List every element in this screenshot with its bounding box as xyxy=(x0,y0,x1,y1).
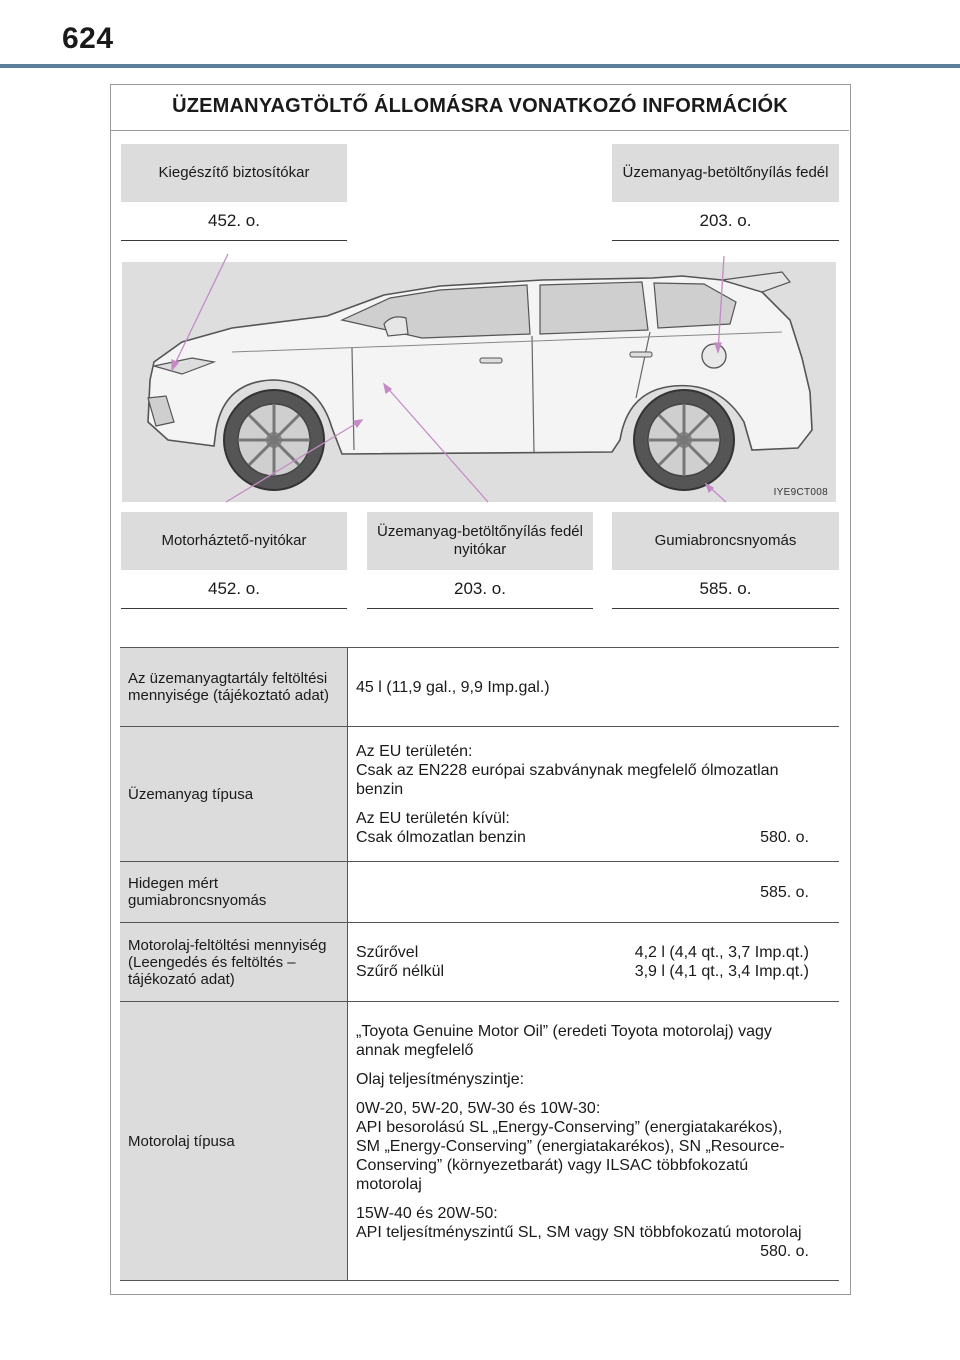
fuel-type-ref: 580. o. xyxy=(760,828,809,846)
rear-window xyxy=(540,282,648,334)
oil-with-filter-value: 4,2 l (4,4 qt., 3,7 Imp.qt.) xyxy=(634,944,809,961)
side-mirror xyxy=(384,317,408,336)
fuel-capacity-label: Az üzemanyagtartály feltöltési mennyisége (tájékoztató adat) xyxy=(120,648,347,726)
label-fuel-filler-door: Üzemanyag-betöltőnyílás fedél xyxy=(612,144,839,202)
section-title: ÜZEMANYAGTÖLTŐ ÁLLOMÁSRA VONATKOZÓ INFORMÁCIÓK xyxy=(111,86,849,131)
fuel-info-table xyxy=(120,647,839,1281)
table-row xyxy=(120,1002,839,1281)
ref-hood-lever: 452. o. xyxy=(121,570,347,609)
car-illustration xyxy=(122,262,836,502)
front-wheel xyxy=(224,390,324,490)
table-row xyxy=(120,648,839,727)
fuel-type-non-eu-text: Csak ólmozatlan benzin xyxy=(356,828,526,846)
fuel-type-eu-heading: Az EU területén: xyxy=(356,742,473,760)
label-fuel-door-opener: Üzemanyag-betöltőnyílás fedél nyitókar xyxy=(367,512,593,570)
oil-type-p1: „Toyota Genuine Motor Oil” (eredeti Toyota motorolaj) vagy annak megfelelő xyxy=(356,1022,772,1059)
page-number: 624 xyxy=(62,22,114,55)
label-tire-pressure: Gumiabroncsnyomás xyxy=(612,512,839,570)
fuel-capacity-value: 45 l (11,9 gal., 9,9 Imp.gal.) xyxy=(347,648,839,726)
oil-without-filter-value: 3,9 l (4,1 qt., 3,4 Imp.qt.) xyxy=(634,963,809,980)
oil-type-p2: Olaj teljesítményszintje: xyxy=(356,1070,525,1088)
fuel-type-label: Üzemanyag típusa xyxy=(120,727,347,861)
fuel-type-non-eu-heading: Az EU területén kívül: xyxy=(356,809,510,827)
oil-type-p4-heading: 15W-40 és 20W-50: xyxy=(356,1204,498,1222)
label-hood-lever: Motorháztető-nyitókar xyxy=(121,512,347,570)
fuel-type-value xyxy=(347,727,839,861)
image-code: IYE9CT008 xyxy=(773,487,828,498)
oil-type-p3-text: API besorolású SL „Energy-Conserving” (energiatakarékos), SM „Energy-Conserving” (energiatakarékos), SN „Resource-Conserving” (környezetbarát) vagy ILSAC többfokozatú motorolaj xyxy=(356,1118,785,1193)
tire-pressure-label: Hidegen mért gumiabroncsnyomás xyxy=(120,862,347,922)
table-row xyxy=(120,862,839,923)
oil-type-ref: 580. o. xyxy=(760,1242,809,1260)
ref-tire-pressure: 585. o. xyxy=(612,570,839,609)
tire-pressure-ref: 585. o. xyxy=(760,883,809,901)
fuel-filler-door-shape xyxy=(702,344,726,368)
car-drawing xyxy=(122,262,836,502)
table-row xyxy=(120,727,839,862)
oil-type-p3-heading: 0W-20, 5W-20, 5W-30 és 10W-30: xyxy=(356,1099,601,1117)
fuel-type-eu-text: Csak az EN228 európai szabványnak megfelelő ólmozatlan benzin xyxy=(356,761,779,798)
oil-type-p4-text: API teljesítményszintű SL, SM vagy SN többfokozatú motorolaj xyxy=(356,1223,802,1241)
ref-fuel-door-opener: 203. o. xyxy=(367,570,593,609)
label-supplemental-fuse-lever: Kiegészítő biztosítókar xyxy=(121,144,347,202)
table-row xyxy=(120,923,839,1002)
oil-type-label: Motorolaj típusa xyxy=(120,1002,347,1280)
oil-with-filter-label: Szűrővel xyxy=(356,944,419,961)
ref-supplemental-fuse-lever: 452. o. xyxy=(121,202,347,241)
rear-wheel xyxy=(634,390,734,490)
oil-without-filter-label: Szűrő nélkül xyxy=(356,963,445,980)
header-rule xyxy=(0,64,960,68)
oil-capacity-label: Motorolaj-feltöltési mennyiség (Leengedés és feltöltés – tájékozató adat) xyxy=(120,923,347,1001)
ref-fuel-filler-door: 203. o. xyxy=(612,202,839,241)
